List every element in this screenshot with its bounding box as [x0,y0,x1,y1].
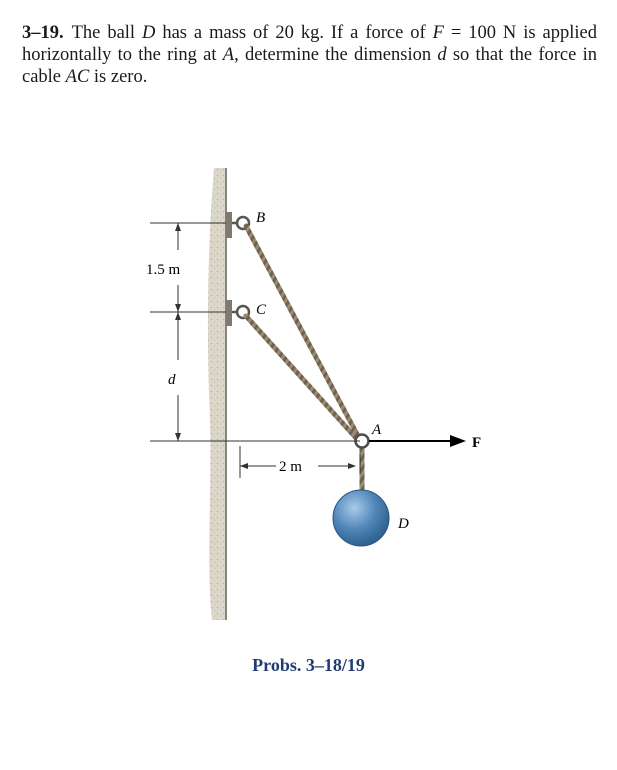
label-b: B [256,210,266,226]
label-a: A [372,422,382,438]
ball-d [333,490,389,546]
label-f: F [472,435,482,451]
var-force: F [432,23,444,43]
label-dim-d: d [168,372,176,388]
force-arrow [369,435,466,447]
problem-text-4: , determine the dimension [234,45,438,65]
label-dim-top: 1.5 m [146,262,181,278]
var-ring: A [222,45,235,65]
problem-text-5: so that the force in cable [22,45,597,87]
label-c: C [256,302,267,318]
problem-number: 3–19. [22,23,64,43]
problem-text-3: = 100 N is applied horizontally to the ring at [22,23,597,65]
problem-text-2: has a mass of 20 kg. If a force of [155,23,433,43]
figure-caption: Probs. 3–18/19 [252,655,365,675]
label-d-ball: D [398,516,409,532]
var-cable: AC [65,67,90,87]
wall [208,168,226,620]
problem-text-6: is zero. [89,67,148,87]
bracket-c [226,300,249,326]
var-dim: d [437,45,447,65]
var-ball: D [142,23,156,43]
problem-text-1: The ball [71,23,143,43]
label-dim-horizontal: 2 m [279,459,302,475]
